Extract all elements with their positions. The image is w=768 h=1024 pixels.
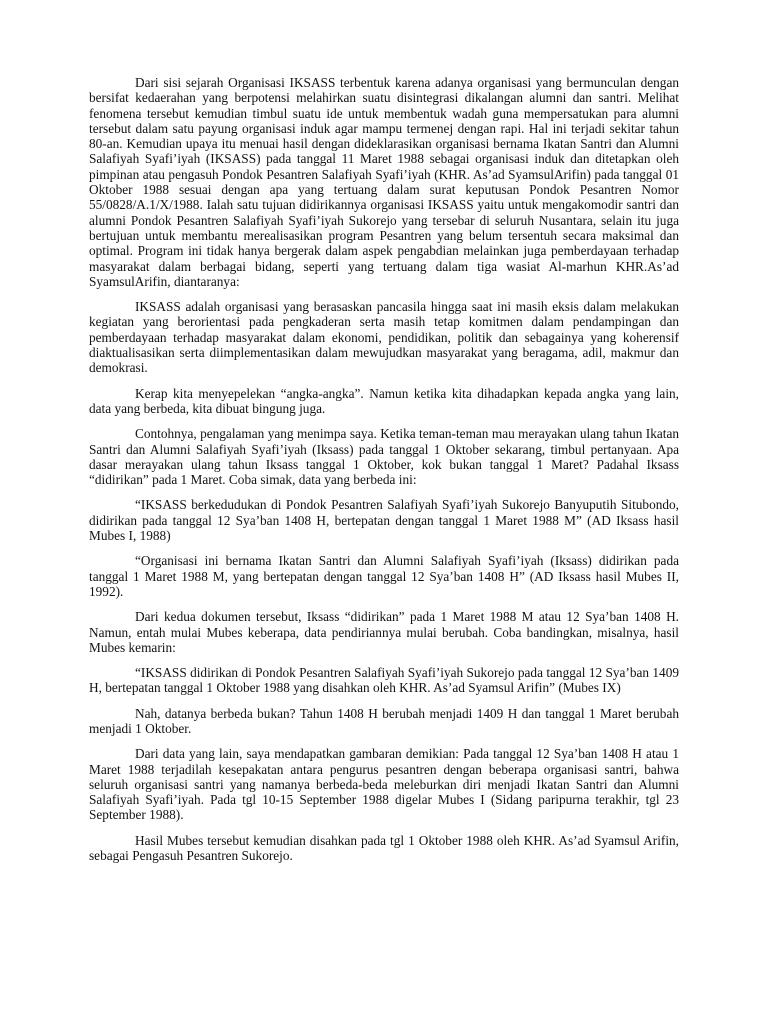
paragraph-comparison: Dari kedua dokumen tersebut, Iksass “didirikan” pada 1 Maret 1988 M atau 12 Sya’ban 1408 H. Namun, entah mulai Mubes keberapa, data pendiriannya mulai berubah. Coba bandingkan, misalnya, hasil Mubes kemarin: (89, 609, 679, 655)
paragraph-history: Dari sisi sejarah Organisasi IKSASS terbentuk karena adanya organisasi yang bermunculan dengan bersifat kedaerahan yang berpotensi melahirkan suatu disintegrasi dikalangan alumni dan santri. Melihat fenomena tersebut kemudian timbul suatu ide untuk membentuk wadah guna mempersatukan para alumni tersebut dalam satu payung organisasi induk agar mampu termenej dengan rapi. Hal ini terjadi sekitar tahun 80-an. Kemudian upaya itu menuai hasil dengan dideklarasikan organisasi bernama Ikatan Santri dan Alumni Salafiyah Syafi’iyah (IKSASS) pada tanggal 11 Maret 1988 sebagai organisasi induk dan ditetapkan oleh pimpinan atau pengasuh Pondok Pesantren Salafiyah Syafi’iyah (KHR. As’ad SyamsulArifin) pada tanggal 01 Oktober 1988 sesuai dengan apa yang tertuang dalam surat keputusan Pondok Pesantren Nomor 55/0828/A.1/X/1988. Ialah satu tujuan didirikannya organisasi IKSASS yaitu untuk mengakomodir santri dan alumni Pondok Pesantren Salafiyah Syafi’iyah Sukorejo yang tersebar di seluruh Nusantara, selain itu juga bertujuan untuk membantu merealisasikan program Pesantren yang belum tersentuh secara maksimal dan optimal. Program ini tidak hanya bergerak dalam aspek pengabdian melainkan juga pemberdayaan terhadap masyarakat dalam berbagai bidang, seperti yang tertuang dalam tiga wasiat Al-marhun KHR.As’ad SyamsulArifin, diantaranya: (89, 75, 679, 289)
quote-mubes-2: “Organisasi ini bernama Ikatan Santri dan Alumni Salafiyah Syafi’iyah (Iksass) didirikan pada tanggal 1 Maret 1988 M, yang bertepatan dengan tanggal 12 Sya’ban 1408 H” (AD Iksass hasil Mubes II, 1992). (89, 553, 679, 599)
paragraph-numbers: Kerap kita menyepelekan “angka-angka”. Namun ketika kita dihadapkan kepada angka yang lain, data yang berbeda, kita dibuat bingung juga. (89, 385, 679, 416)
quote-mubes-9: “IKSASS didirikan di Pondok Pesantren Salafiyah Syafi’iyah Sukorejo pada tanggal 12 Sya’ban 1409 H, bertepatan tanggal 1 Oktober 1988 yang disahkan oleh KHR. As’ad Syamsul Arifin” (Mubes IX) (89, 665, 679, 696)
paragraph-difference: Nah, datanya berbeda bukan? Tahun 1408 H berubah menjadi 1409 H dan tanggal 1 Maret berubah menjadi 1 Oktober. (89, 705, 679, 736)
paragraph-other-data: Dari data yang lain, saya mendapatkan gambaran demikian: Pada tanggal 12 Sya’ban 1408 H atau 1 Maret 1988 terjadilah kesepakatan antara pengurus pesantren dengan beberapa organisasi santri, bahwa seluruh organisasi santri yang namanya berbeda-beda meleburkan diri menjadi Ikatan Santri dan Alumni Salafiyah Syafi’iyah. Pada tgl 10-15 September 1988 digelar Mubes I (Sidang paripurna terakhir, tgl 23 September 1988). (89, 746, 679, 823)
paragraph-example: Contohnya, pengalaman yang menimpa saya. Ketika teman-teman mau merayakan ulang tahun Ikatan Santri dan Alumni Salafiyah Syafi’iyah (Iksass) pada tanggal 1 Oktober sekarang, timbul pertanyaan. Apa dasar merayakan ulang tahun Iksass tanggal 1 Oktober, kok bukan tanggal 1 Maret? Padahal Iksass “didirikan” pada 1 Maret. Coba simak, data yang berbeda ini: (89, 426, 679, 488)
paragraph-ratification: Hasil Mubes tersebut kemudian disahkan pada tgl 1 Oktober 1988 oleh KHR. As’ad Syamsul Arifin, sebagai Pengasuh Pesantren Sukorejo. (89, 832, 679, 864)
quote-mubes-1: “IKSASS berkedudukan di Pondok Pesantren Salafiyah Syafi’iyah Sukorejo Banyuputih Situbondo, didirikan pada tanggal 12 Sya’ban 1408 H, bertepatan dengan tanggal 1 Maret 1988 M” (AD Iksass hasil Mubes I, 1988) (89, 497, 679, 544)
document-page (89, 75, 679, 873)
paragraph-principles: IKSASS adalah organisasi yang berasaskan pancasila hingga saat ini masih eksis dalam melakukan kegiatan yang berorientasi pada pengkaderan serta masih tetap komitmen dalam pendampingan dan pemberdayaan terhadap masyarakat dalam ekonomi, pendidikan, politik dan sebagainya yang koherensif diaktualisasikan serta diimplementasikan dalam mewujudkan masyarakat yang beragama, adil, makmur dan demokrasi. (89, 299, 679, 376)
